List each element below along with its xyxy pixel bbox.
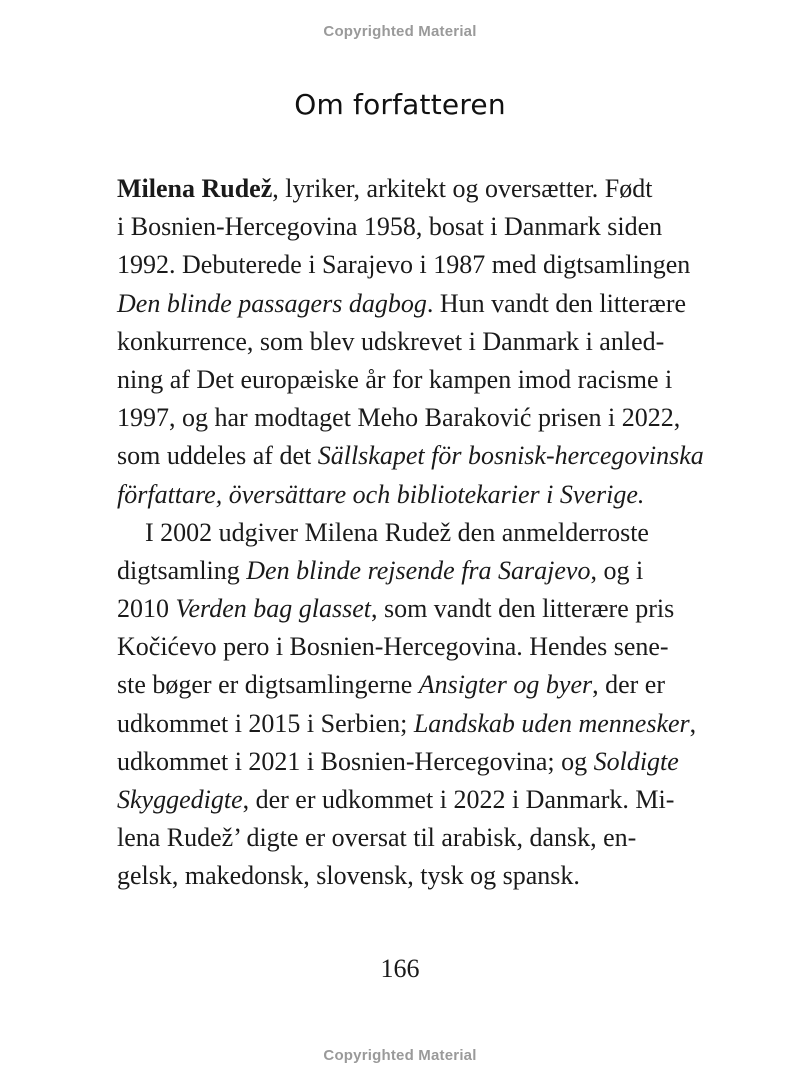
text-run: , som vandt den litterære pris bbox=[370, 594, 675, 624]
bio-line bbox=[117, 285, 699, 323]
copyright-watermark-top: Copyrighted Material bbox=[323, 23, 477, 40]
bio-line bbox=[117, 399, 699, 437]
text-run: , lyriker, arkitekt og oversætter. Født bbox=[272, 174, 653, 203]
copyright-watermark-bottom: Copyrighted Material bbox=[323, 1047, 477, 1064]
book-title: Verden bag glasset bbox=[175, 594, 371, 624]
bio-line bbox=[117, 705, 699, 743]
page-number: 166 bbox=[380, 954, 420, 983]
text-run: som uddeles af det bbox=[117, 441, 318, 471]
book-title: Ansigter og byer bbox=[418, 670, 593, 700]
bio-line bbox=[117, 208, 699, 246]
bio-line bbox=[117, 437, 704, 475]
text-run: . Hun vandt den litterære bbox=[426, 288, 687, 318]
book-title: Landskab uden mennesker bbox=[413, 708, 690, 738]
author-bio bbox=[117, 170, 704, 896]
text-run: udkommet i 2015 i Serbien; bbox=[117, 708, 414, 738]
bio-line bbox=[117, 514, 699, 552]
bio-line bbox=[117, 666, 699, 704]
text-run: udkommet i 2021 i Bosnien-Hercegovina; og bbox=[117, 746, 594, 776]
bio-line bbox=[117, 170, 699, 208]
text-run: i Bosnien-Hercegovina 1958, bosat i Danmark siden bbox=[117, 212, 663, 242]
bio-line bbox=[117, 781, 699, 819]
bio-line bbox=[117, 628, 699, 666]
bio-line bbox=[117, 590, 699, 628]
bio-line bbox=[117, 323, 699, 361]
author-name: Milena Rudež bbox=[117, 174, 273, 203]
bio-line bbox=[117, 743, 699, 781]
book-title: Soldigte bbox=[593, 746, 679, 776]
text-run: digtsamling bbox=[117, 555, 247, 585]
page-title: Om forfatteren bbox=[294, 88, 506, 121]
bio-line bbox=[117, 819, 699, 857]
text-run: ste bøger er digtsamlingerne bbox=[117, 670, 419, 700]
text-run: , bbox=[689, 708, 697, 738]
bio-line bbox=[117, 476, 699, 514]
book-title: Skyggedigte bbox=[117, 785, 243, 814]
text-run: Kočićevo pero i Bosnien-Hercegovina. Hendes sene- bbox=[117, 632, 669, 662]
organization-name: Sällskapet för bosnisk-hercegovinska bbox=[317, 441, 704, 471]
text-run: , der er bbox=[592, 670, 666, 700]
text-run: , der er udkommet i 2022 i Danmark. Mi- bbox=[242, 785, 675, 814]
text-run: 1997, og har modtaget Meho Baraković prisen i 2022, bbox=[117, 403, 681, 433]
bio-line bbox=[117, 246, 699, 284]
text-run: konkurrence, som blev udskrevet i Danmark i anled- bbox=[117, 326, 665, 356]
book-title: Den blinde passagers dagbog bbox=[117, 288, 427, 318]
text-run: , og i bbox=[590, 555, 644, 585]
bio-line bbox=[117, 857, 699, 895]
text-run: 1992. Debuterede i Sarajevo i 1987 med digtsamlingen bbox=[117, 250, 691, 280]
book-title: Den blinde rejsende fra Sarajevo bbox=[246, 555, 591, 585]
text-run: ning af Det europæiske år for kampen imod racisme i bbox=[117, 364, 673, 394]
bio-line bbox=[117, 361, 699, 399]
text-run: I 2002 udgiver Milena Rudež den anmelderroste bbox=[145, 517, 649, 547]
text-run: lena Rudež’ digte er oversat til arabisk, dansk, en- bbox=[117, 823, 637, 853]
organization-name: författare, översättare och bibliotekarier i Sverige. bbox=[117, 479, 645, 509]
text-run: gelsk, makedonsk, slovensk, tysk og spansk. bbox=[117, 861, 580, 891]
bio-line bbox=[117, 552, 699, 590]
text-run: 2010 bbox=[117, 594, 176, 624]
